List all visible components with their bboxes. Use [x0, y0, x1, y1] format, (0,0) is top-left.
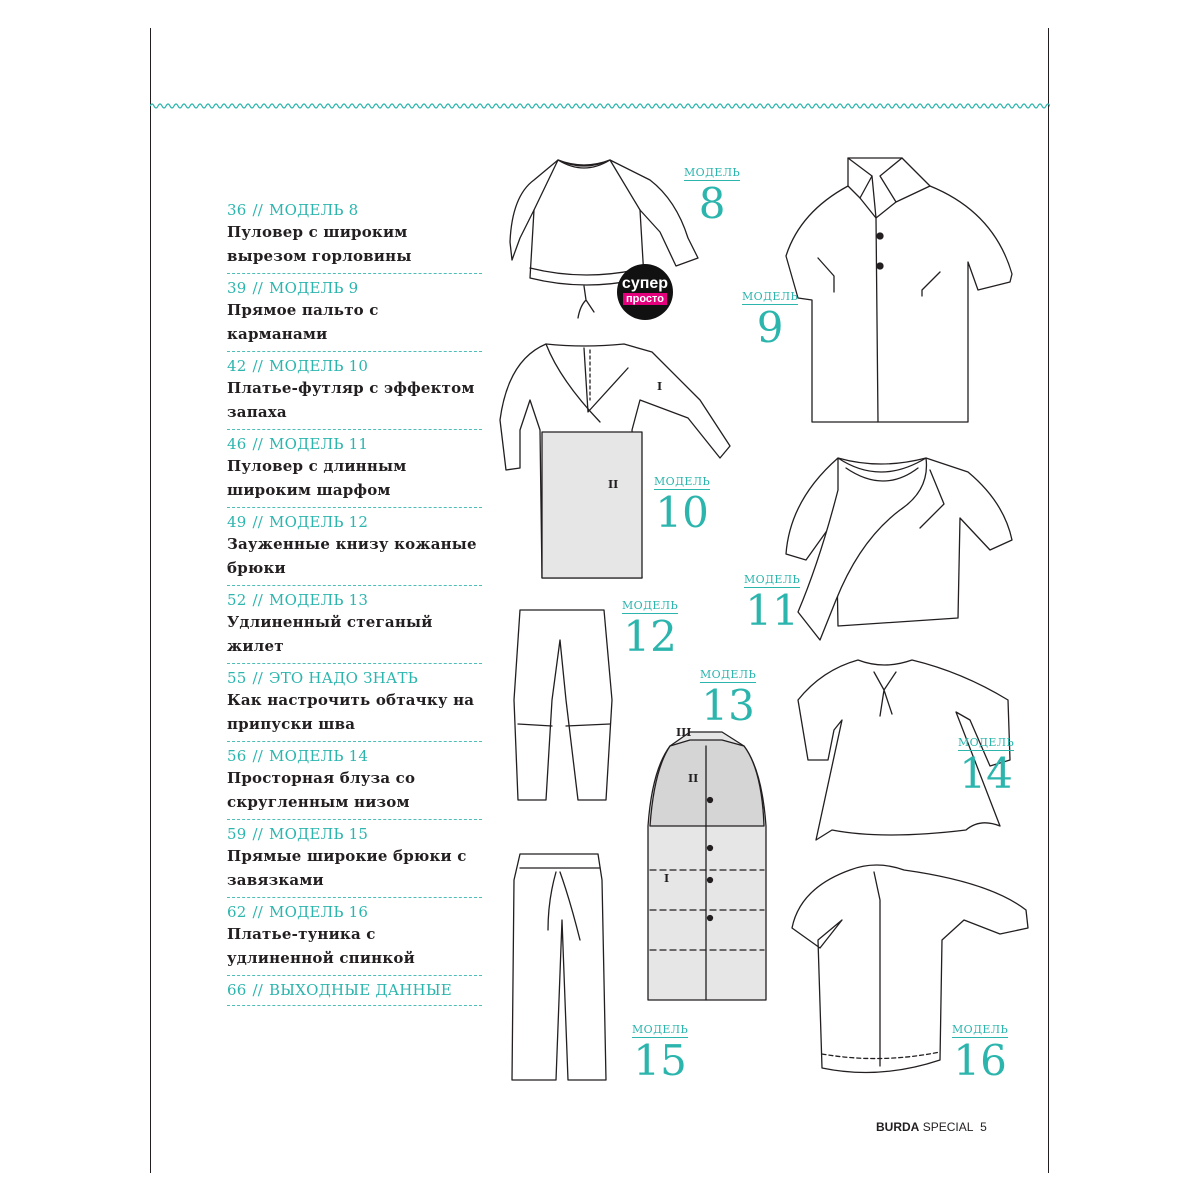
footer-edition: SPECIAL: [922, 1120, 974, 1134]
roman-marker: II: [608, 478, 619, 491]
toc-title: Удлиненный стеганый жилет: [227, 613, 433, 655]
toc-separator: //: [252, 825, 264, 843]
toc-label: МОДЕЛЬ 16: [269, 903, 369, 921]
toc-title: Платье-футляр с эффектом запаха: [227, 379, 475, 421]
toc-page: 39: [227, 279, 247, 297]
model-word: МОДЕЛЬ: [744, 573, 801, 586]
toc-page: 56: [227, 747, 247, 765]
toc-separator: //: [252, 747, 264, 765]
toc-separator: //: [252, 903, 264, 921]
footer-page-number: 5: [980, 1120, 987, 1134]
toc-page: 46: [227, 435, 247, 453]
model-word: МОДЕЛЬ: [684, 166, 741, 179]
toc-title: Как настрочить обтачку на припуски шва: [227, 691, 475, 733]
toc-title: Пуловер с длинным широким шарфом: [227, 457, 407, 499]
toc-page: 62: [227, 903, 247, 921]
model-word: МОДЕЛЬ: [952, 1023, 1009, 1036]
roman-marker: I: [664, 872, 670, 885]
model-word: МОДЕЛЬ: [632, 1023, 689, 1036]
model-word: МОДЕЛЬ: [958, 736, 1015, 749]
toc-title: Прямое пальто с карманами: [227, 301, 379, 343]
toc-separator: //: [252, 591, 264, 609]
model-word: МОДЕЛЬ: [654, 475, 711, 488]
sketch-model-11-pullover-scarf[interactable]: [786, 458, 1012, 640]
sketch-model-9-coat[interactable]: [786, 158, 1012, 422]
toc-separator: //: [252, 513, 264, 531]
toc-label: МОДЕЛЬ 10: [269, 357, 369, 375]
toc-label: МОДЕЛЬ 15: [269, 825, 369, 843]
toc-title: Пуловер с широким вырезом горловины: [227, 223, 412, 265]
toc-title: Прямые широкие брюки с завязками: [227, 847, 467, 889]
toc-separator: //: [252, 981, 264, 999]
model-number: 8: [698, 179, 726, 228]
roman-marker: III: [676, 726, 692, 739]
toc-label: МОДЕЛЬ 13: [269, 591, 369, 609]
toc-page: 52: [227, 591, 247, 609]
model-number: 12: [623, 612, 677, 661]
badge-line-2: просто: [623, 293, 667, 305]
model-number: 16: [953, 1036, 1007, 1085]
sketch-model-12-trousers[interactable]: [514, 610, 612, 800]
model-number: 13: [701, 681, 755, 730]
page-footer: [876, 1120, 987, 1134]
model-number: 14: [959, 749, 1013, 798]
model-number: 10: [655, 488, 709, 537]
model-label-15: [632, 1023, 688, 1084]
roman-marker: II: [688, 772, 699, 785]
model-label-12: [622, 599, 678, 660]
model-number: 11: [745, 586, 799, 635]
toc-page: 49: [227, 513, 247, 531]
toc-label: МОДЕЛЬ 11: [269, 435, 369, 453]
toc-label: ВЫХОДНЫЕ ДАННЫЕ: [269, 981, 452, 999]
toc-label: МОДЕЛЬ 14: [269, 747, 369, 765]
toc-separator: //: [252, 435, 264, 453]
model-word: МОДЕЛЬ: [700, 668, 757, 681]
model-label-11: [744, 573, 800, 634]
toc-page: 55: [227, 669, 247, 687]
model-number: 9: [756, 303, 784, 352]
toc-page: 36: [227, 201, 247, 219]
toc-separator: //: [252, 357, 264, 375]
sketch-model-10-dress[interactable]: [500, 344, 730, 578]
super-simple-badge: [617, 264, 673, 320]
model-word: МОДЕЛЬ: [622, 599, 679, 612]
toc-title: Просторная блуза со скругленным низом: [227, 769, 416, 811]
model-label-9: [742, 290, 798, 351]
model-word: МОДЕЛЬ: [742, 290, 799, 303]
sketch-model-15-trousers[interactable]: [512, 854, 606, 1080]
toc-page: 66: [227, 981, 247, 999]
model-label-8: [684, 166, 740, 227]
model-label-14: [958, 736, 1014, 797]
model-label-13: [700, 668, 756, 729]
roman-marker: I: [657, 380, 663, 393]
toc-label: МОДЕЛЬ 9: [269, 279, 359, 297]
badge-line-1: супер: [621, 275, 669, 292]
toc-label: МОДЕЛЬ 8: [269, 201, 359, 219]
toc-label: ЭТО НАДО ЗНАТЬ: [269, 669, 418, 687]
toc-separator: //: [252, 279, 264, 297]
toc-separator: //: [252, 201, 264, 219]
toc-page: 42: [227, 357, 247, 375]
toc-separator: //: [252, 669, 264, 687]
model-label-10: [654, 475, 710, 536]
sketch-model-13-vest[interactable]: [648, 732, 766, 1000]
toc-label: МОДЕЛЬ 12: [269, 513, 369, 531]
toc-title: Платье-туника с удлиненной спинкой: [227, 925, 415, 967]
toc-page: 59: [227, 825, 247, 843]
footer-brand: BURDA: [876, 1120, 920, 1134]
model-number: 15: [633, 1036, 687, 1085]
model-label-16: [952, 1023, 1008, 1084]
toc-title: Зауженные книзу кожаные брюки: [227, 535, 477, 577]
